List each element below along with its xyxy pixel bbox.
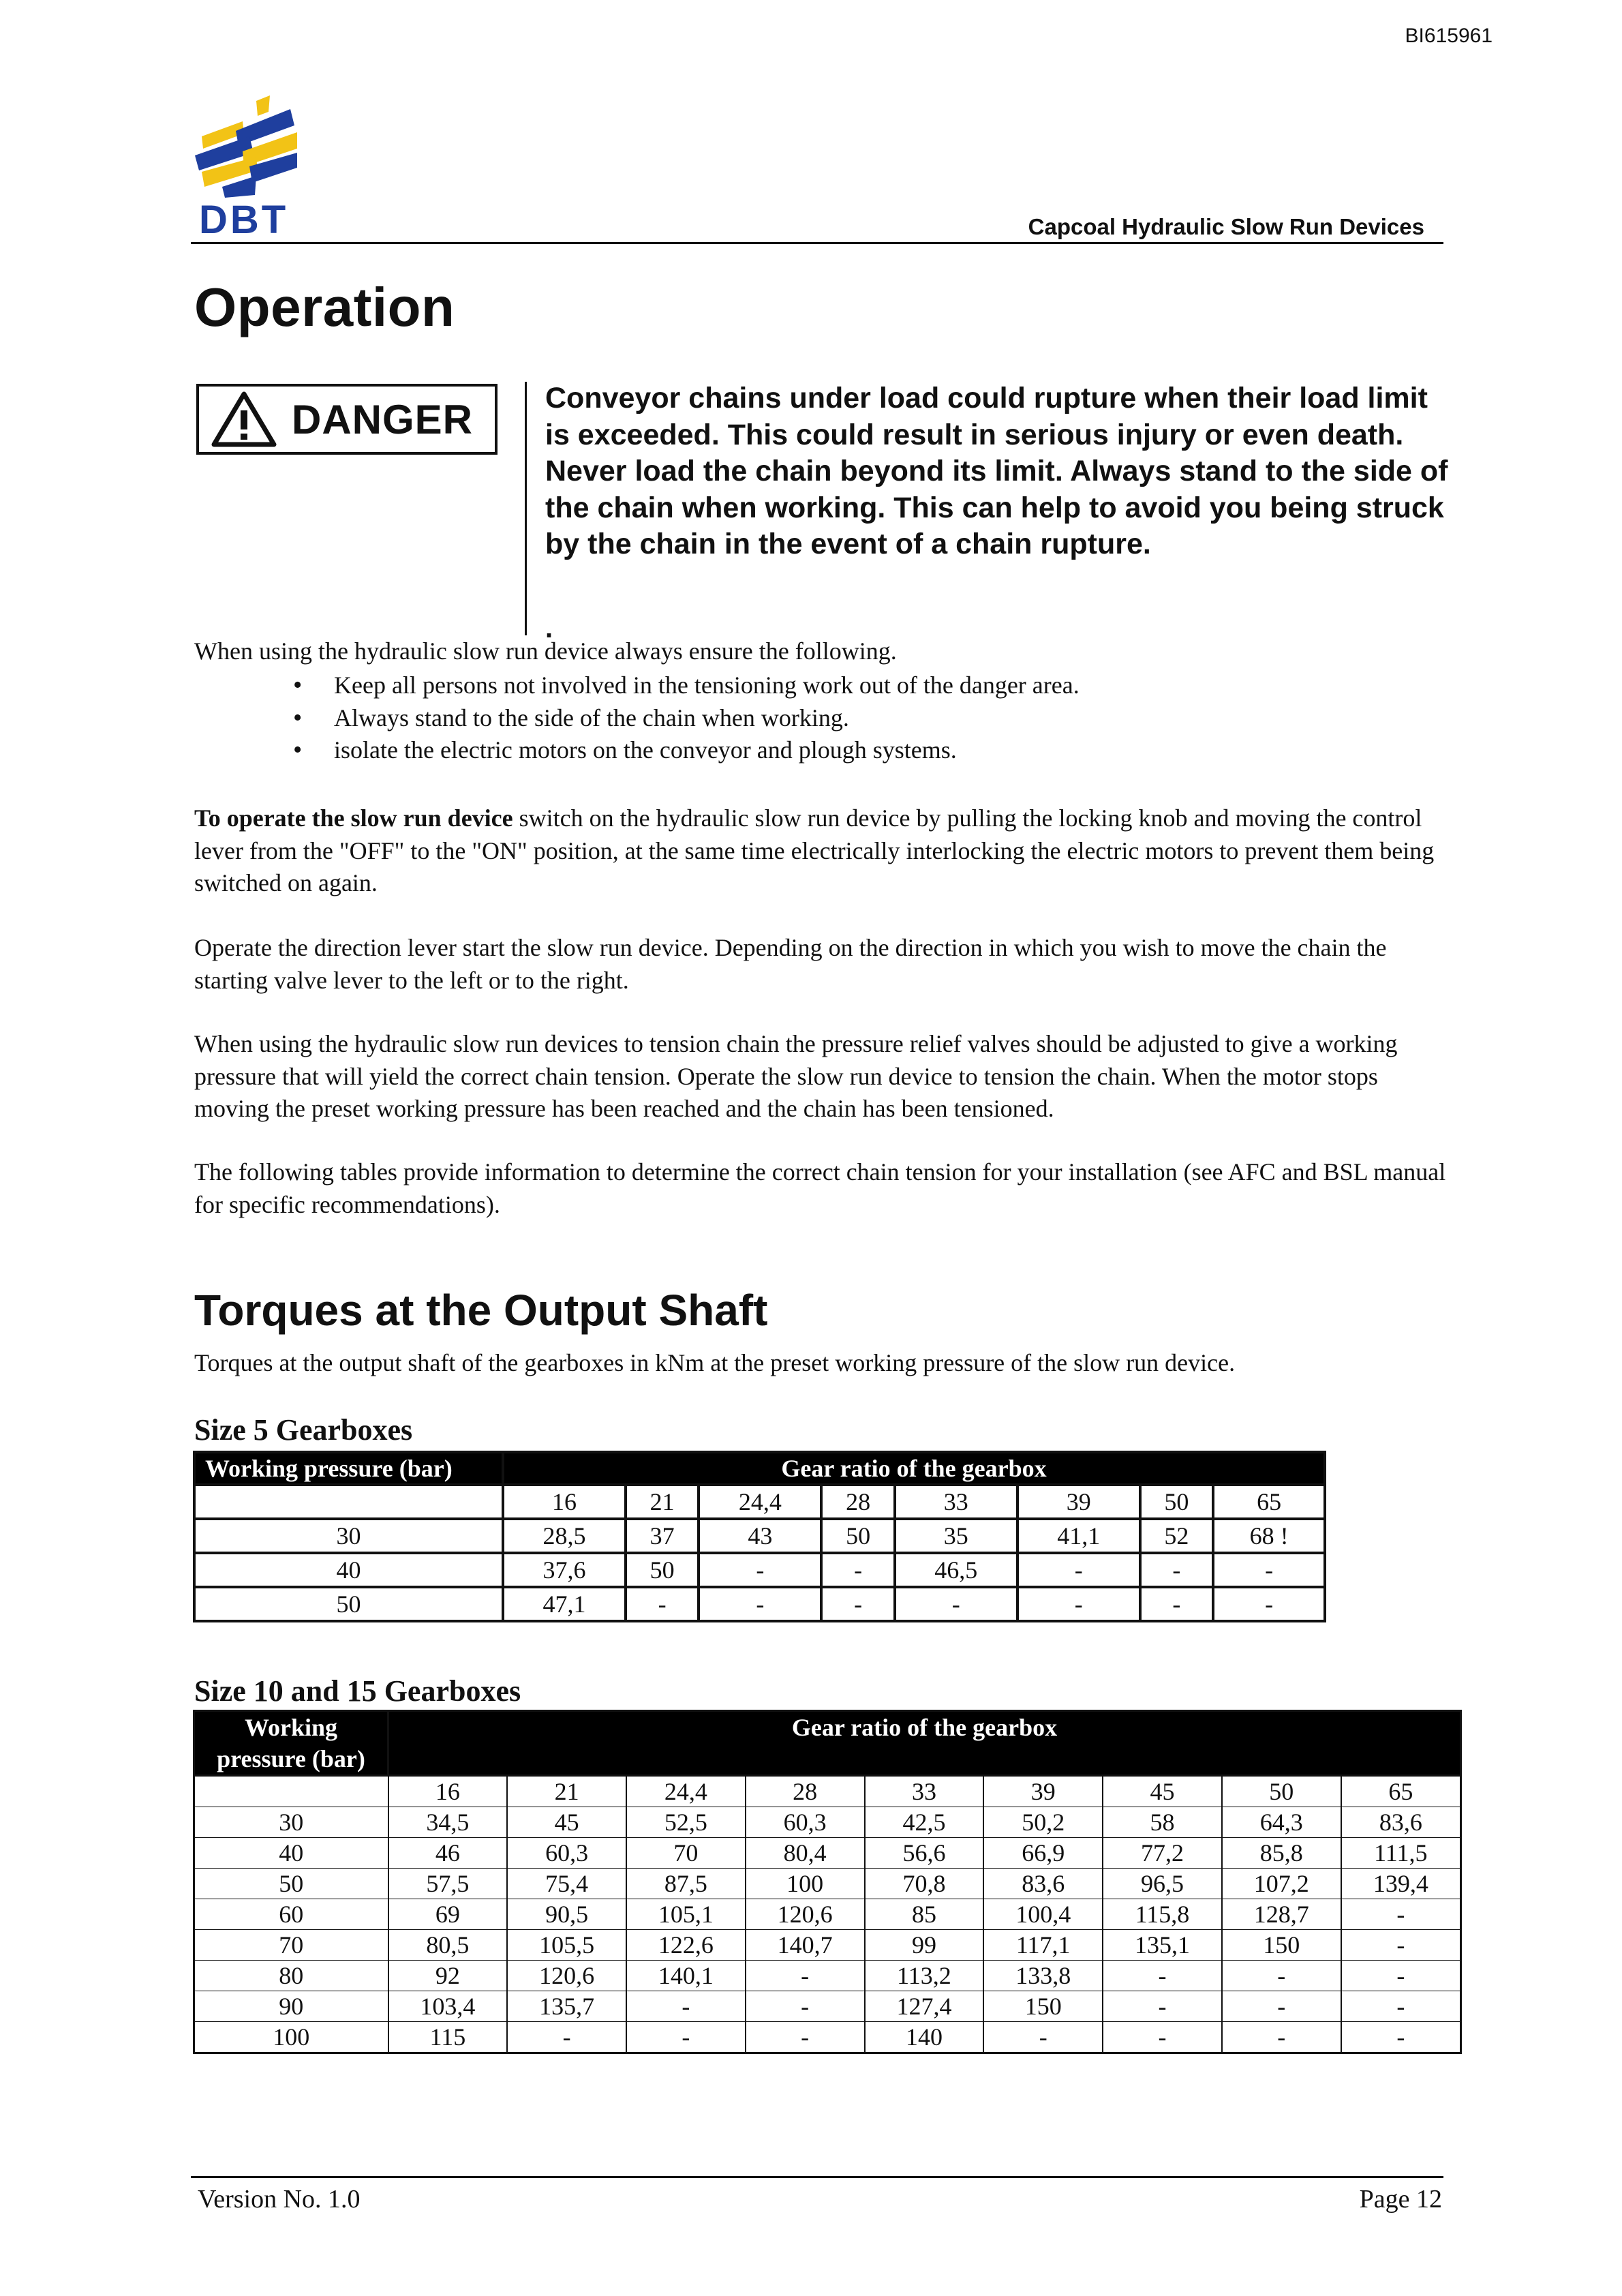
table-cell: 117,1: [983, 1930, 1103, 1961]
table-cell: 115: [388, 2022, 508, 2053]
table-cell: 77,2: [1103, 1838, 1222, 1869]
table-cell: -: [626, 1587, 699, 1621]
table-cell: 120,6: [746, 1899, 865, 1930]
table-cell: 99: [865, 1930, 984, 1961]
table-cell: -: [1103, 1991, 1222, 2022]
column-header-gear-ratio: Gear ratio of the gearbox: [388, 1711, 1461, 1776]
pressure-cell: 40: [194, 1553, 503, 1587]
table-cell: 50: [821, 1519, 894, 1553]
table-cell: 107,2: [1222, 1869, 1341, 1899]
table-cell: -: [821, 1587, 894, 1621]
torques-heading: Torques at the Output Shaft: [194, 1286, 768, 1335]
danger-sign: [196, 384, 498, 455]
ratio-cell: 21: [626, 1485, 699, 1519]
size5-table-title: Size 5 Gearboxes: [194, 1413, 413, 1447]
table-cell: 42,5: [865, 1807, 984, 1838]
table-cell: -: [746, 1961, 865, 1991]
pressure-cell: 100: [194, 2022, 388, 2053]
table-row: [194, 1485, 1325, 1519]
table-cell: 37,6: [503, 1553, 626, 1587]
table-cell: -: [1213, 1553, 1325, 1587]
table-cell: -: [1140, 1553, 1213, 1587]
footer-page-number: Page 12: [1359, 2185, 1442, 2214]
table-cell: 50,2: [983, 1807, 1103, 1838]
size10-table-title: Size 10 and 15 Gearboxes: [194, 1674, 521, 1708]
torques-intro: Torques at the output shaft of the gearboxes in kNm at the preset working pressure of the slow run device.: [194, 1349, 1236, 1376]
danger-paragraph-1: Conveyor chains under load could rupture when their load limit is exceeded. This could result in serious injury or even death.: [545, 382, 1428, 451]
document-code: BI615961: [1405, 25, 1493, 47]
table-cell: -: [626, 2022, 746, 2053]
table-cell: 45: [507, 1807, 626, 1838]
pressure-cell: 50: [194, 1587, 503, 1621]
table-cell: 90,5: [507, 1899, 626, 1930]
table-cell: 56,6: [865, 1838, 984, 1869]
table-cell: 46: [388, 1838, 508, 1869]
column-header-working-pressure: [194, 1711, 388, 1776]
ratio-cell: 50: [1140, 1485, 1213, 1519]
pressure-cell: 90: [194, 1991, 388, 2022]
table-cell: -: [699, 1553, 821, 1587]
table-cell: -: [1341, 1961, 1461, 1991]
table-cell: 127,4: [865, 1991, 984, 2022]
table-row: [194, 1807, 1461, 1838]
table-cell: 135,7: [507, 1991, 626, 2022]
table-cell: -: [1213, 1587, 1325, 1621]
table-cell: 57,5: [388, 1869, 508, 1899]
danger-label: DANGER: [292, 396, 474, 442]
danger-trailing-dot: .: [545, 614, 553, 644]
header-rule: [191, 242, 1443, 244]
danger-warning-text: [545, 380, 1452, 563]
table-cell: -: [1017, 1553, 1140, 1587]
ratio-cell: 16: [503, 1485, 626, 1519]
table-cell: 87,5: [626, 1869, 746, 1899]
pressure-cell: 30: [194, 1807, 388, 1838]
table-row: [194, 1869, 1461, 1899]
header-line-1: Working: [244, 1714, 338, 1741]
intro-text: When using the hydraulic slow run device always ensure the following.: [194, 637, 897, 665]
dbt-logo: [195, 95, 304, 239]
table-cell: -: [1017, 1587, 1140, 1621]
table-cell: [194, 1776, 388, 1807]
list-item: • Always stand to the side of the chain when working.: [194, 702, 1448, 735]
table-cell: 52: [1140, 1519, 1213, 1553]
table-row: [194, 1838, 1461, 1869]
table-cell: 43: [699, 1519, 821, 1553]
table-cell: -: [821, 1553, 894, 1587]
table-cell: 47,1: [503, 1587, 626, 1621]
operation-heading: Operation: [194, 277, 455, 337]
table-cell: 120,6: [507, 1961, 626, 1991]
logo-text: DBT: [199, 198, 289, 239]
ratio-cell: 65: [1341, 1776, 1461, 1807]
ratio-cell: 45: [1103, 1776, 1222, 1807]
tables-intro-paragraph: The following tables provide information to determine the correct chain tension for your installation (see AFC and BSL manual for specific recommendations).: [194, 1158, 1446, 1218]
ratio-cell: 28: [746, 1776, 865, 1807]
table-row: [194, 1776, 1461, 1807]
safety-bullet-list: [194, 669, 1448, 767]
table-cell: 96,5: [1103, 1869, 1222, 1899]
table-cell: 135,1: [1103, 1930, 1222, 1961]
table-cell: 92: [388, 1961, 508, 1991]
size5-torque-table: [193, 1451, 1326, 1622]
table-row: [194, 1553, 1325, 1587]
ratio-cell: 16: [388, 1776, 508, 1807]
table-row: [194, 1899, 1461, 1930]
table-row: [194, 1519, 1325, 1553]
danger-divider: [525, 382, 527, 635]
pressure-cell: 80: [194, 1961, 388, 1991]
table-cell: -: [1341, 1991, 1461, 2022]
table-cell: 75,4: [507, 1869, 626, 1899]
table-cell: -: [1103, 2022, 1222, 2053]
operate-lead-in: To operate the slow run device: [194, 804, 513, 832]
table-cell: 83,6: [983, 1869, 1103, 1899]
table-cell: 70,8: [865, 1869, 984, 1899]
footer-rule: [191, 2176, 1443, 2178]
table-cell: 150: [983, 1991, 1103, 2022]
table-cell: -: [699, 1587, 821, 1621]
table-cell: 68 !: [1213, 1519, 1325, 1553]
table-cell: -: [895, 1587, 1017, 1621]
table-cell: 133,8: [983, 1961, 1103, 1991]
pressure-cell: 60: [194, 1899, 388, 1930]
table-cell: 105,1: [626, 1899, 746, 1930]
header-title: Capcoal Hydraulic Slow Run Devices: [1028, 214, 1424, 239]
ratio-cell: 33: [895, 1485, 1017, 1519]
table-cell: 100,4: [983, 1899, 1103, 1930]
table-cell: 100: [746, 1869, 865, 1899]
table-cell: -: [1341, 1899, 1461, 1930]
table-cell: 66,9: [983, 1838, 1103, 1869]
danger-paragraph-2: Never load the chain beyond its limit. Always stand to the side of the chain when working. This can help to avoid you being struck by the chain in the event of a chain rupture.: [545, 455, 1448, 560]
table-cell: 83,6: [1341, 1807, 1461, 1838]
ratio-cell: 39: [983, 1776, 1103, 1807]
list-item: • Keep all persons not involved in the tensioning work out of the danger area.: [194, 669, 1448, 702]
table-row: [194, 1587, 1325, 1621]
table-cell: 37: [626, 1519, 699, 1553]
table-cell: 140: [865, 2022, 984, 2053]
table-cell: 140,1: [626, 1961, 746, 1991]
direction-paragraph: Operate the direction lever start the slow run device. Depending on the direction in which you wish to move the chain the starting valve lever to the left or to the right.: [194, 934, 1387, 994]
table-cell: -: [1222, 1991, 1341, 2022]
table-cell: 50: [626, 1553, 699, 1587]
table-cell: 60,3: [507, 1838, 626, 1869]
table-cell: 122,6: [626, 1930, 746, 1961]
table-cell: 128,7: [1222, 1899, 1341, 1930]
table-cell: 41,1: [1017, 1519, 1140, 1553]
table-row: [194, 1991, 1461, 2022]
table-cell: -: [746, 2022, 865, 2053]
pressure-cell: 40: [194, 1838, 388, 1869]
table-row: [194, 2022, 1461, 2053]
table-row: [194, 1930, 1461, 1961]
table-cell: 46,5: [895, 1553, 1017, 1587]
table-cell: 140,7: [746, 1930, 865, 1961]
table-cell: 35: [895, 1519, 1017, 1553]
table-cell: 85,8: [1222, 1838, 1341, 1869]
table-cell: 70: [626, 1838, 746, 1869]
ratio-cell: 21: [507, 1776, 626, 1807]
operate-text: switch on the hydraulic slow run device by pulling the locking knob and moving the control lever from the "OFF" to the "ON" position, at the same time electrically interlocking the electric motors to prevent them being switched on again.: [194, 804, 1435, 896]
table-cell: -: [1222, 2022, 1341, 2053]
column-header-gear-ratio: Gear ratio of the gearbox: [503, 1452, 1325, 1485]
table-cell: 105,5: [507, 1930, 626, 1961]
pressure-cell: 70: [194, 1930, 388, 1961]
table-cell: 150: [1222, 1930, 1341, 1961]
header-line-2: pressure (bar): [217, 1745, 365, 1772]
size10-15-torque-table: [193, 1710, 1462, 2054]
table-cell: -: [746, 1991, 865, 2022]
ratio-cell: 24,4: [626, 1776, 746, 1807]
table-cell: -: [983, 2022, 1103, 2053]
operate-paragraph: [194, 802, 1448, 900]
table-cell: -: [1341, 2022, 1461, 2053]
footer-version: Version No. 1.0: [198, 2185, 361, 2214]
table-cell: 113,2: [865, 1961, 984, 1991]
pressure-cell: 30: [194, 1519, 503, 1553]
table-cell: 52,5: [626, 1807, 746, 1838]
table-cell: -: [1341, 1930, 1461, 1961]
list-item: • isolate the electric motors on the conveyor and plough systems.: [194, 734, 1448, 767]
warning-triangle-icon: [211, 391, 277, 447]
tension-paragraph: When using the hydraulic slow run devices to tension chain the pressure relief valves should be adjusted to give a working pressure that will yield the correct chain tension. Operate the slow run device to tension the chain. When the motor stops moving the preset working pressure has been reached and the chain has been tensioned.: [194, 1030, 1398, 1122]
table-row: [194, 1961, 1461, 1991]
table-cell: 103,4: [388, 1991, 508, 2022]
ratio-cell: 65: [1213, 1485, 1325, 1519]
table-cell: 139,4: [1341, 1869, 1461, 1899]
column-header-working-pressure: Working pressure (bar): [194, 1452, 503, 1485]
table-cell: 58: [1103, 1807, 1222, 1838]
table-cell: 115,8: [1103, 1899, 1222, 1930]
table-cell: 69: [388, 1899, 508, 1930]
ratio-cell: 28: [821, 1485, 894, 1519]
table-cell: 80,4: [746, 1838, 865, 1869]
ratio-cell: 50: [1222, 1776, 1341, 1807]
table-cell: 111,5: [1341, 1838, 1461, 1869]
table-cell: 80,5: [388, 1930, 508, 1961]
ratio-cell: 24,4: [699, 1485, 821, 1519]
table-cell: 85: [865, 1899, 984, 1930]
table-cell: 28,5: [503, 1519, 626, 1553]
pressure-cell: 50: [194, 1869, 388, 1899]
table-cell: -: [1140, 1587, 1213, 1621]
ratio-cell: 33: [865, 1776, 984, 1807]
dbt-logo-mark-icon: [195, 95, 304, 239]
table-cell: -: [626, 1991, 746, 2022]
table-cell: -: [1103, 1961, 1222, 1991]
table-cell: -: [1222, 1961, 1341, 1991]
table-cell: 60,3: [746, 1807, 865, 1838]
ratio-cell: 39: [1017, 1485, 1140, 1519]
table-cell: [194, 1485, 503, 1519]
table-cell: -: [507, 2022, 626, 2053]
size10-table-body: [194, 1776, 1461, 2053]
table-cell: 34,5: [388, 1807, 508, 1838]
table-cell: 64,3: [1222, 1807, 1341, 1838]
